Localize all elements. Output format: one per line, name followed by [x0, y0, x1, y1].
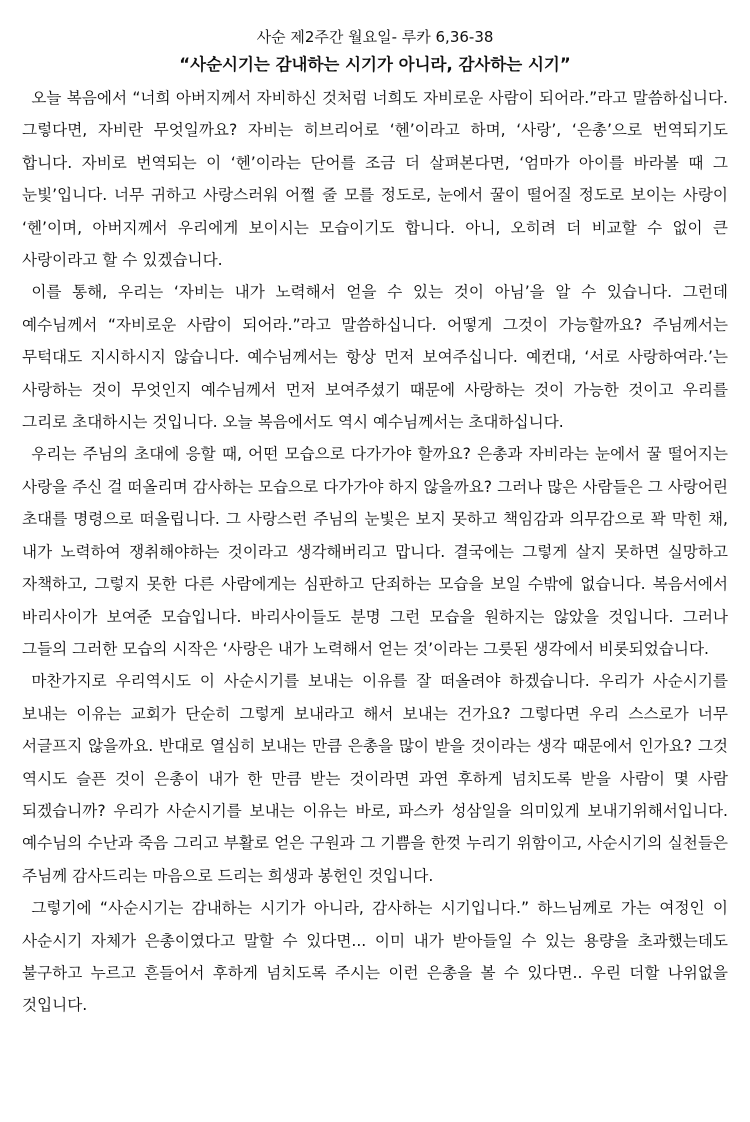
paragraph-5: 그렇기에 “사순시기는 감내하는 시기가 아니라, 감사하는 시기입니다.” 하느님께로 가는 여정인 이 사순시기 자체가 은총이였다고 말할 수 있다면... 이미 내가 받아들일 수 있는 용량을 초과했는데도 불구하고 누르고 흔들어서 후하게 넘치도록 주시는 이런 은총을 볼 수 있다면.. 우린 더할 나위없을 것입니다.: [22, 899, 728, 1015]
paragraph-3: 우리는 주님의 초대에 응할 때, 어떤 모습으로 다가가야 할까요? 은총과 자비라는 눈에서 꿀 떨어지는 사랑을 주신 걸 떠올리며 감사하는 모습으로 다가가야 하지 않을까요? 그러나 많은 사람들은 그 사랑어린 초대를 명령으로 떠올립니다. 그 사랑스런 주님의 눈빛은 보지 못하고 책임감과 의무감으로 꽉 막힌 채, 내가 노력하여 쟁취해야하는 것이라고 생각해버리고 맙니다. 결국에는 그렇게 살지 못하면 실망하고 자책하고, 그렇지 못한 다른 사람에게는 심판하고 단죄하는 모습을 보일 수밖에 없습니다. 복음서에서 바리사이가 보여준 모습입니다. 바리사이들도 분명 그런 모습을 원하지는 않았을 것입니다. 그러나 그들의 그러한 모습의 시작은 ‘사랑은 내가 노력해서 얻는 것’이라는 그릇된 생각에서 비롯되었습니다.: [22, 445, 728, 658]
paragraph-2: 이를 통해, 우리는 ‘자비는 내가 노력해서 얻을 수 있는 것이 아님’을 알 수 있습니다. 그런데 예수님께서 “자비로운 사람이 되어라.”라고 말씀하십니다. 어떻게 그것이 가능할까요? 주님께서는 무턱대도 지시하시지 않습니다. 예수님께서는 항상 먼저 보여주십니다. 예컨대, ‘서로 사랑하여라.’는 사랑하는 것이 무엇인지 예수님께서 먼저 보여주셨기 때문에 사랑하는 것이 가능한 것이고 우리를 그리로 초대하시는 것입니다. 오늘 복음에서도 역시 예수님께서는 초대하십니다.: [22, 283, 728, 432]
homily-title: “사순시기는 감내하는 시기가 아니라, 감사하는 시기”: [179, 55, 571, 74]
paragraph-1: 오늘 복음에서 “너희 아버지께서 자비하신 것처럼 너희도 자비로운 사람이 되어라.”라고 말씀하십니다. 그렇다면, 자비란 무엇일까요? 자비는 히브리어로 ‘헨’이라고 하며, ‘사랑’, ‘은총’으로 번역되기도 합니다. 자비로 번역되는 이 ‘헨’이라는 단어를 조금 더 살펴본다면, ‘엄마가 아이를 바라볼 때 그 눈빛’입니다. 너무 귀하고 사랑스러워 어쩔 줄 모를 정도로, 눈에서 꿀이 떨어질 정도로 보이는 사랑이 ‘헨’이며, 아버지께서 우리에게 보이시는 모습이기도 합니다. 아니, 오히려 더 비교할 수 없이 큰 사랑이라고 할 수 있겠습니다.: [22, 89, 728, 270]
reading-reference: 사순 제2주간 월요일- 루카 6,36-38: [256, 28, 494, 46]
paragraph-4: 마찬가지로 우리역시도 이 사순시기를 보내는 이유를 잘 떠올려야 하겠습니다. 우리가 사순시기를 보내는 이유는 교회가 단순히 그렇게 보내라고 해서 보내는 건가요? 그렇다면 우리 스스로가 너무 서글프지 않을까요. 반대로 열심히 보내는 만큼 은총을 많이 받을 것이라는 생각 때문에서 인가요? 그것 역시도 슬픈 것이 은총이 내가 한 만큼 받는 것이라면 과연 후하게 넘치도록 받을 사람이 몇 사람 되겠습니까? 우리가 사순시기를 보내는 이유는 바로, 파스카 성삼일을 의미있게 보내기위해서입니다. 예수님의 수난과 죽음 그리고 부활로 얻은 구원과 그 기쁨을 한껏 누리기 위함이고, 사순시기의 실천들은 주님께 감사드리는 마음으로 드리는 희생과 봉헌인 것입니다.: [22, 672, 728, 885]
